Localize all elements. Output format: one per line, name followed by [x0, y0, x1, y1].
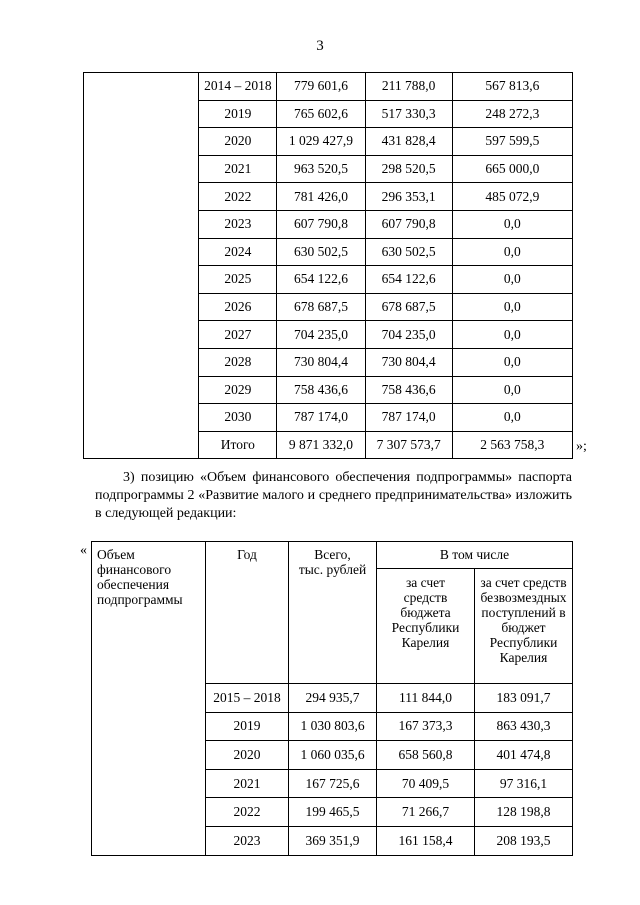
cell-total: 704 235,0 [277, 321, 365, 349]
label-cell-empty [84, 73, 199, 459]
cell-total: 730 804,4 [277, 348, 365, 376]
cell-budget: 167 373,3 [377, 712, 475, 741]
cell-budget: 704 235,0 [365, 321, 452, 349]
cell-budget: 211 788,0 [365, 73, 452, 101]
cell-total: 787 174,0 [277, 404, 365, 432]
cell-total: 369 351,9 [289, 826, 377, 855]
cell-year: 2022 [206, 798, 289, 827]
cell-year: 2024 [199, 238, 277, 266]
cell-year: 2019 [206, 712, 289, 741]
cell-budget: 607 790,8 [365, 210, 452, 238]
cell-budget: 654 122,6 [365, 266, 452, 294]
cell-other: 0,0 [452, 376, 572, 404]
cell-budget: 71 266,7 [377, 798, 475, 827]
cell-other: 0,0 [452, 266, 572, 294]
header-total: Всего, тыс. рублей [289, 542, 377, 684]
cell-other: 248 272,3 [452, 100, 572, 128]
cell-budget: 296 353,1 [365, 183, 452, 211]
cell-budget: 678 687,5 [365, 293, 452, 321]
paragraph-line: подпрограммы 2 «Развитие малого и среднего предпринимательства» изложить [95, 488, 572, 503]
row-label-financing-volume: Объем финансового обеспечения подпрограммы [92, 542, 206, 856]
cell-budget: 730 804,4 [365, 348, 452, 376]
cell-other: 2 563 758,3 [452, 431, 572, 459]
cell-other: 0,0 [452, 238, 572, 266]
cell-other: 0,0 [452, 210, 572, 238]
subprogram-2-financing-table [91, 541, 573, 856]
table-row [84, 73, 573, 101]
cell-year: 2020 [206, 741, 289, 770]
cell-budget: 630 502,5 [365, 238, 452, 266]
cell-budget: 298 520,5 [365, 155, 452, 183]
cell-other: 0,0 [452, 348, 572, 376]
cell-year: 2019 [199, 100, 277, 128]
cell-year: 2026 [199, 293, 277, 321]
cell-year: 2021 [206, 769, 289, 798]
cell-year: 2015 – 2018 [206, 684, 289, 713]
cell-year: 2014 – 2018 [199, 73, 277, 101]
cell-budget: 787 174,0 [365, 404, 452, 432]
cell-budget: 658 560,8 [377, 741, 475, 770]
cell-total: 1 060 035,6 [289, 741, 377, 770]
paragraph-line: в следующей редакции: [95, 506, 237, 521]
cell-other: 0,0 [452, 404, 572, 432]
cell-other: 183 091,7 [475, 684, 573, 713]
cell-year: 2023 [199, 210, 277, 238]
cell-budget: 7 307 573,7 [365, 431, 452, 459]
cell-year: 2025 [199, 266, 277, 294]
cell-budget: 517 330,3 [365, 100, 452, 128]
cell-total: 781 426,0 [277, 183, 365, 211]
cell-total: 1 029 427,9 [277, 128, 365, 156]
header-gratuitous-receipts: за счет средств безвозмездных поступлений в бюджет Республики Карелия [475, 569, 573, 684]
cell-budget: 111 844,0 [377, 684, 475, 713]
cell-year: 2020 [199, 128, 277, 156]
cell-year: 2021 [199, 155, 277, 183]
cell-year: Итого [199, 431, 277, 459]
cell-other: 208 193,5 [475, 826, 573, 855]
cell-year: 2028 [199, 348, 277, 376]
cell-total: 9 871 332,0 [277, 431, 365, 459]
cell-other: 597 599,5 [452, 128, 572, 156]
opening-quote-mark: « [80, 543, 87, 558]
paragraph-line: 3) позицию «Объем финансового обеспечения подпрограммы» паспорта [123, 470, 572, 485]
cell-year: 2029 [199, 376, 277, 404]
closing-quote-mark: »; [576, 439, 587, 454]
header-year: Год [206, 542, 289, 684]
cell-budget: 758 436,6 [365, 376, 452, 404]
cell-total: 678 687,5 [277, 293, 365, 321]
cell-total: 779 601,6 [277, 73, 365, 101]
amendment-paragraph [95, 469, 572, 523]
cell-total: 654 122,6 [277, 266, 365, 294]
cell-other: 128 198,8 [475, 798, 573, 827]
cell-budget: 161 158,4 [377, 826, 475, 855]
cell-total: 167 725,6 [289, 769, 377, 798]
page-number: 3 [316, 38, 324, 54]
cell-year: 2027 [199, 321, 277, 349]
cell-total: 199 465,5 [289, 798, 377, 827]
cell-other: 0,0 [452, 321, 572, 349]
cell-total: 1 030 803,6 [289, 712, 377, 741]
cell-other: 485 072,9 [452, 183, 572, 211]
header-budget-funds: за счет средств бюджета Республики Карелия [377, 569, 475, 684]
cell-other: 863 430,3 [475, 712, 573, 741]
financing-table-continued [83, 72, 573, 459]
cell-total: 630 502,5 [277, 238, 365, 266]
cell-year: 2030 [199, 404, 277, 432]
cell-year: 2023 [206, 826, 289, 855]
cell-other: 401 474,8 [475, 741, 573, 770]
cell-total: 758 436,6 [277, 376, 365, 404]
cell-other: 97 316,1 [475, 769, 573, 798]
cell-total: 607 790,8 [277, 210, 365, 238]
cell-budget: 70 409,5 [377, 769, 475, 798]
cell-total: 765 602,6 [277, 100, 365, 128]
cell-budget: 431 828,4 [365, 128, 452, 156]
cell-total: 963 520,5 [277, 155, 365, 183]
cell-other: 665 000,0 [452, 155, 572, 183]
cell-year: 2022 [199, 183, 277, 211]
cell-other: 567 813,6 [452, 73, 572, 101]
cell-total: 294 935,7 [289, 684, 377, 713]
cell-other: 0,0 [452, 293, 572, 321]
header-including: В том числе [377, 542, 573, 569]
